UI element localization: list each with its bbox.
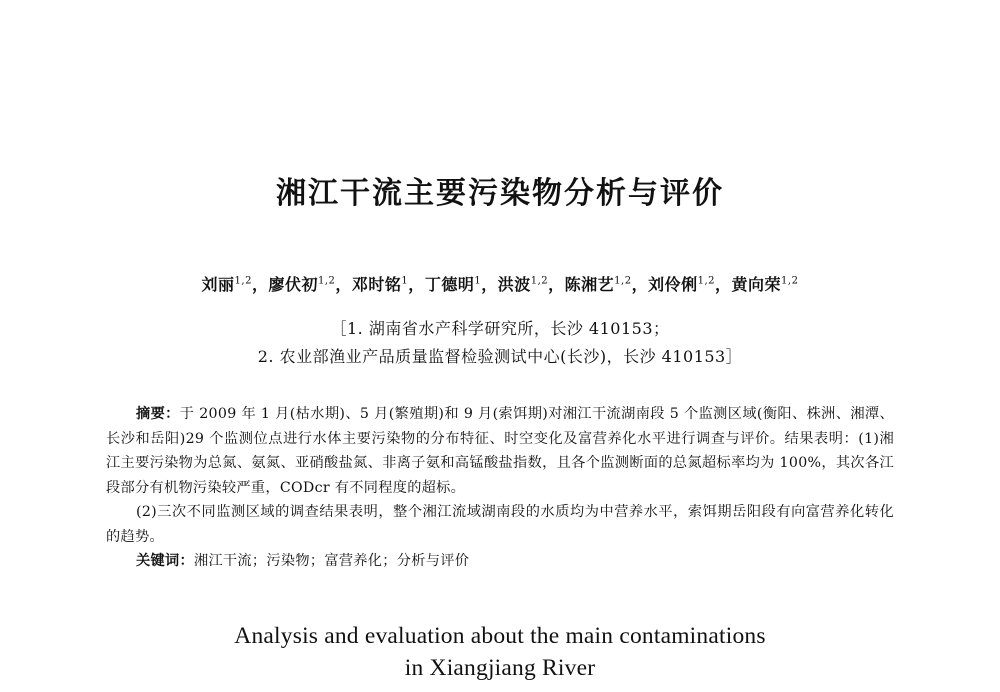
- chinese-title: 湘江干流主要污染物分析与评价: [276, 176, 724, 211]
- author-separator: ，: [631, 275, 649, 294]
- english-title-line-2: in Xiangjiang River: [404, 655, 596, 681]
- author-list: [0, 272, 1000, 295]
- abstract-text-2: (2)三次不同监测区域的调查结果表明，整个湘江流域湖南段的水质均为中营养水平，索饵期岳阳段有向富营养化转化的趋势。: [106, 504, 894, 545]
- author-name: 刘伶俐: [648, 275, 698, 294]
- affiliation-line-1: ［1. 湖南省水产科学研究所，长沙 410153；: [330, 319, 670, 338]
- author-name: 邓时铭: [351, 275, 402, 294]
- author-name: 廖伏初: [268, 275, 318, 294]
- affiliation-line-2: 2. 农业部渔业产品质量监督检验测试中心(长沙)，长沙 410153］: [257, 347, 743, 366]
- author-affiliation-mark: 1,2: [697, 275, 716, 287]
- abstract-paragraph-1: [106, 402, 894, 500]
- author-name: 洪波: [497, 275, 531, 294]
- author-affiliation-mark: 1,2: [781, 275, 799, 287]
- author-separator: ，: [548, 275, 565, 294]
- abstract-text-1: 于 2009 年 1 月(枯水期)、5 月(繁殖期)和 9 月(索饵期)对湘江干流湖南段 5 个监测区域(衡阳、株洲、湘潭、长沙和岳阳)29 个监测位点进行水体主要污染物的分布特征、时空变化及富营养化水平进行调查与评价。结果表明：(1)湘江主要污染物为总氮、氨氮、亚硝酸盐氮、非离子氨和高锰酸盐指数，且各个监测断面的总氮超标率均为 100%，其次各江段部分有机物污染较严重，CODcr 有不同程度的超标。: [106, 406, 894, 496]
- author-separator: ，: [715, 275, 732, 294]
- author-name: 黄向荣: [731, 275, 782, 294]
- keywords-text: 湘江干流；污染物；富营养化；分析与评价: [193, 553, 470, 569]
- abstract-label: 摘要：: [136, 406, 180, 422]
- keywords-label: 关键词：: [136, 553, 194, 569]
- abstract-paragraph-2: [106, 500, 894, 549]
- author-affiliation-mark: 1,2: [317, 275, 336, 287]
- author-name: 刘丽: [201, 275, 235, 294]
- author-separator: ，: [251, 275, 269, 294]
- author-separator: ，: [408, 275, 425, 294]
- english-title: [0, 620, 1000, 684]
- english-title-line-1: Analysis and evaluation about the main contaminations: [234, 623, 766, 649]
- author-name: 丁德明: [424, 275, 475, 294]
- author-separator: ，: [335, 275, 352, 294]
- abstract-block: [106, 402, 894, 574]
- author-affiliation-mark: 1,2: [234, 275, 252, 287]
- author-separator: ，: [481, 275, 498, 294]
- author-affiliation-mark: 1: [401, 275, 409, 287]
- author-affiliation-mark: 1,2: [614, 275, 632, 287]
- author-affiliation-mark: 1: [474, 275, 482, 287]
- author-affiliation-mark: 1,2: [530, 275, 549, 287]
- author-name: 陈湘艺: [564, 275, 615, 294]
- keywords-line: [106, 549, 894, 574]
